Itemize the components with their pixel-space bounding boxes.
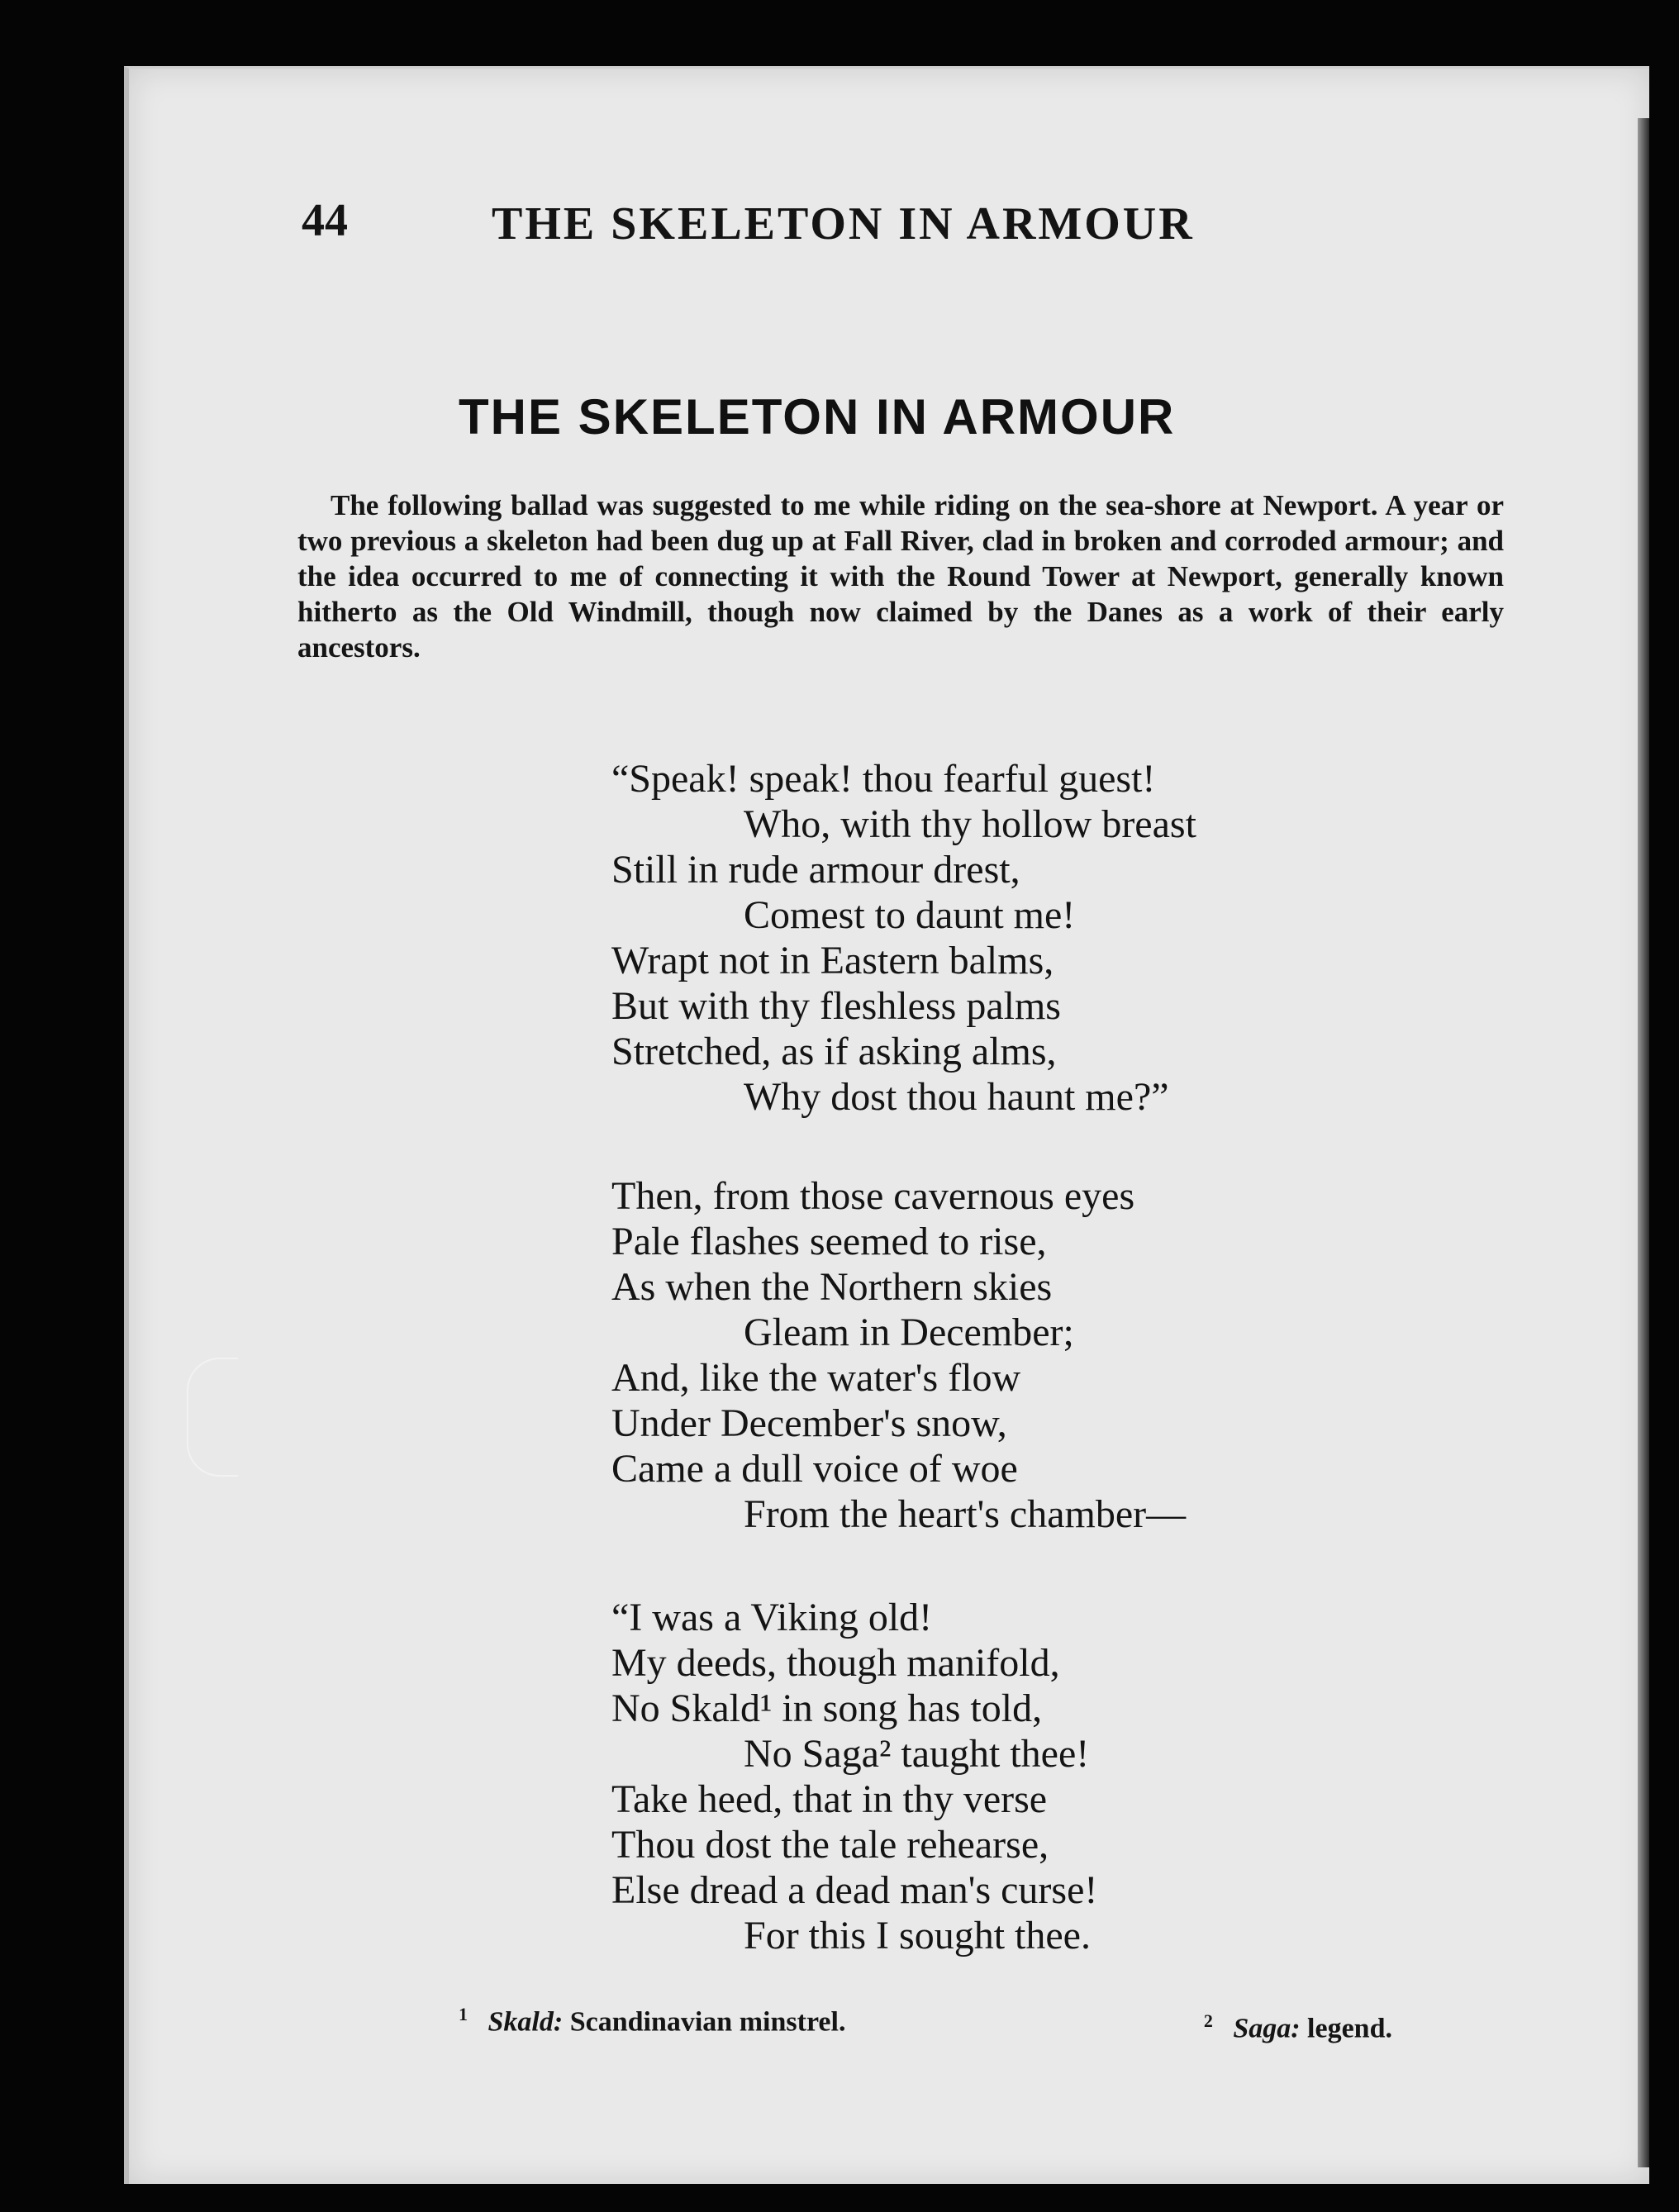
- footnote-2: [1204, 2010, 1392, 2044]
- verse-line: Gleam in December;: [744, 1311, 1074, 1354]
- verse-line: “I was a Viking old!: [611, 1596, 933, 1639]
- verse-line: Take heed, that in thy verse: [611, 1777, 1048, 1821]
- footnote-definition: legend.: [1307, 2013, 1392, 2044]
- verse-line: From the heart's chamber—: [744, 1492, 1187, 1536]
- verse-line: Wrapt not in Eastern balms,: [611, 939, 1054, 982]
- verse-line: “Speak! speak! thou fearful guest!: [611, 757, 1156, 801]
- footnote-term: Saga:: [1233, 2013, 1301, 2044]
- footnote-mark: 2: [1203, 2010, 1213, 2031]
- footnote-1: [459, 2004, 845, 2038]
- footnote-definition: Scandinavian minstrel.: [569, 2006, 846, 2038]
- footnote-mark: 1: [459, 2004, 468, 2024]
- verse-line: No Skald¹ in song has told,: [611, 1686, 1043, 1730]
- verse-line: But with thy fleshless palms: [611, 984, 1061, 1028]
- verse-line: As when the Northern skies: [611, 1265, 1053, 1309]
- verse-line: Pale flashes seemed to rise,: [611, 1220, 1047, 1263]
- verse-line: No Saga² taught thee!: [744, 1732, 1090, 1776]
- verse-line: Why dost thou haunt me?”: [744, 1075, 1169, 1119]
- verse-line: My deeds, though manifold,: [611, 1641, 1060, 1685]
- verse-line: And, like the water's flow: [611, 1356, 1021, 1400]
- intro-paragraph: The following ballad was suggested to me while riding on the sea-shore at Newport. A year or two previous a skeleton had been dug up at Fall River, clad in broken and corroded armour; and the idea occurred to me of connecting it with the Round Tower at Newport, generally known hitherto as the Old Windmill, though now claimed by the Danes as a work of their early ancestors.: [297, 489, 1504, 664]
- stanza-1: [611, 756, 1438, 1120]
- page-curl-mark: [187, 1358, 238, 1477]
- verse-line: Came a dull voice of woe: [611, 1447, 1018, 1491]
- page-edge-shadow: [1638, 118, 1649, 2167]
- verse-line: Thou dost the tale rehearse,: [611, 1823, 1049, 1867]
- footnote-term: Skald:: [488, 2006, 564, 2038]
- verse-line: Who, with thy hollow breast: [744, 802, 1196, 846]
- verse-line: Else dread a dead man's curse!: [611, 1868, 1098, 1912]
- verse-line: Stretched, as if asking alms,: [611, 1030, 1057, 1073]
- verse-line: For this I sought thee.: [744, 1914, 1091, 1958]
- verse-line: Comest to daunt me!: [744, 893, 1076, 937]
- verse-line: Still in rude armour drest,: [611, 848, 1020, 892]
- stanza-2: [611, 1173, 1438, 1537]
- stanza-3: [611, 1595, 1438, 1958]
- poem-title: THE SKELETON IN ARMOUR: [459, 389, 1176, 445]
- verse-line: Under December's snow,: [611, 1401, 1007, 1445]
- verse-line: Then, from those cavernous eyes: [611, 1174, 1135, 1218]
- running-title: THE SKELETON IN ARMOUR: [492, 198, 1195, 250]
- running-head: [302, 194, 1343, 260]
- page-number: 44: [302, 195, 348, 246]
